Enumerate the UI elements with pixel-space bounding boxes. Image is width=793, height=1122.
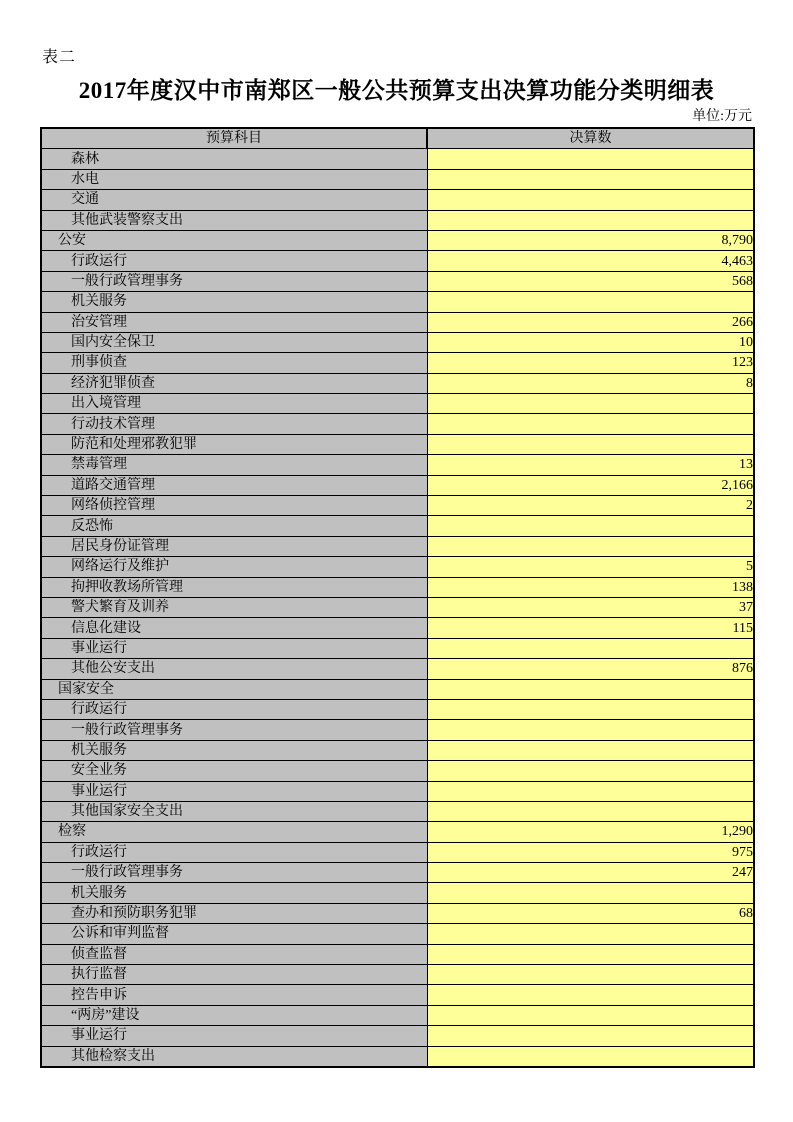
table-row — [41, 210, 754, 230]
subject-cell: 安全业务 — [41, 761, 427, 781]
subject-cell: 查办和预防职务犯罪 — [41, 903, 427, 923]
subject-cell: 行动技术管理 — [41, 414, 427, 434]
amount-cell — [427, 924, 754, 944]
table-row — [41, 230, 754, 250]
table-row — [41, 271, 754, 291]
amount-cell — [427, 699, 754, 719]
table-row — [41, 638, 754, 658]
subject-cell: 其他公安支出 — [41, 659, 427, 679]
column-header-subject: 预算科目 — [41, 128, 427, 149]
subject-cell: 经济犯罪侦查 — [41, 373, 427, 393]
subject-cell: 行政运行 — [41, 251, 427, 271]
table-row — [41, 1046, 754, 1067]
table-row — [41, 720, 754, 740]
subject-cell: 网络侦控管理 — [41, 496, 427, 516]
subject-cell: 一般行政管理事务 — [41, 271, 427, 291]
table-row — [41, 597, 754, 617]
amount-cell: 5 — [427, 557, 754, 577]
table-row — [41, 699, 754, 719]
amount-cell — [427, 434, 754, 454]
table-row — [41, 169, 754, 189]
amount-cell: 37 — [427, 597, 754, 617]
table-row — [41, 801, 754, 821]
subject-cell: 信息化建设 — [41, 618, 427, 638]
table-row — [41, 679, 754, 699]
header-row — [41, 128, 754, 149]
subject-cell: 机关服务 — [41, 292, 427, 312]
subject-cell: 防范和处理邪教犯罪 — [41, 434, 427, 454]
amount-cell: 266 — [427, 312, 754, 332]
subject-cell: 拘押收教场所管理 — [41, 577, 427, 597]
table-row — [41, 475, 754, 495]
table-row — [41, 292, 754, 312]
subject-cell: 警犬繁育及训养 — [41, 597, 427, 617]
table-row — [41, 557, 754, 577]
subject-cell: 刑事侦查 — [41, 353, 427, 373]
subject-cell: 机关服务 — [41, 740, 427, 760]
subject-cell: 居民身份证管理 — [41, 536, 427, 556]
amount-cell — [427, 414, 754, 434]
amount-cell: 2,166 — [427, 475, 754, 495]
amount-cell — [427, 638, 754, 658]
table-row — [41, 394, 754, 414]
table-row — [41, 761, 754, 781]
subject-cell: 其他武装警察支出 — [41, 210, 427, 230]
amount-cell: 4,463 — [427, 251, 754, 271]
table-row — [41, 903, 754, 923]
table-row — [41, 414, 754, 434]
amount-cell — [427, 169, 754, 189]
table-row — [41, 740, 754, 760]
subject-cell: 事业运行 — [41, 1026, 427, 1046]
amount-cell — [427, 394, 754, 414]
subject-cell: 水电 — [41, 169, 427, 189]
table-row — [41, 149, 754, 169]
table-row — [41, 455, 754, 475]
amount-cell — [427, 210, 754, 230]
amount-cell — [427, 761, 754, 781]
amount-cell: 568 — [427, 271, 754, 291]
subject-cell: 国内安全保卫 — [41, 332, 427, 352]
amount-cell — [427, 190, 754, 210]
table-row — [41, 373, 754, 393]
subject-cell: 其他检察支出 — [41, 1046, 427, 1067]
subject-cell: 一般行政管理事务 — [41, 720, 427, 740]
amount-cell — [427, 883, 754, 903]
column-header-amount: 决算数 — [427, 128, 754, 149]
table-row — [41, 618, 754, 638]
subject-cell: 机关服务 — [41, 883, 427, 903]
amount-cell — [427, 801, 754, 821]
budget-table — [40, 127, 755, 1068]
table-row — [41, 516, 754, 536]
subject-cell: 事业运行 — [41, 781, 427, 801]
page-title: 2017年度汉中市南郑区一般公共预算支出决算功能分类明细表 — [78, 78, 715, 103]
amount-cell: 115 — [427, 618, 754, 638]
subject-cell: 行政运行 — [41, 699, 427, 719]
table-row — [41, 536, 754, 556]
amount-cell: 138 — [427, 577, 754, 597]
amount-cell: 8,790 — [427, 230, 754, 250]
amount-cell: 2 — [427, 496, 754, 516]
amount-cell — [427, 1026, 754, 1046]
table-row — [41, 496, 754, 516]
table-row — [41, 332, 754, 352]
amount-cell — [427, 720, 754, 740]
amount-cell — [427, 516, 754, 536]
subject-cell: 出入境管理 — [41, 394, 427, 414]
subject-cell: 公诉和审判监督 — [41, 924, 427, 944]
table-row — [41, 190, 754, 210]
subject-cell: 反恐怖 — [41, 516, 427, 536]
amount-cell: 123 — [427, 353, 754, 373]
amount-cell — [427, 536, 754, 556]
amount-cell — [427, 985, 754, 1005]
subject-cell: 其他国家安全支出 — [41, 801, 427, 821]
table-row — [41, 1005, 754, 1025]
table-row — [41, 842, 754, 862]
subject-cell: 公安 — [41, 230, 427, 250]
amount-cell — [427, 1046, 754, 1067]
subject-cell: 一般行政管理事务 — [41, 863, 427, 883]
subject-cell: 行政运行 — [41, 842, 427, 862]
table-row — [41, 312, 754, 332]
table-row — [41, 924, 754, 944]
amount-cell — [427, 781, 754, 801]
amount-cell: 68 — [427, 903, 754, 923]
table-row — [41, 251, 754, 271]
subject-cell: “两房”建设 — [41, 1005, 427, 1025]
amount-cell — [427, 292, 754, 312]
subject-cell: 检察 — [41, 822, 427, 842]
table-row — [41, 781, 754, 801]
amount-cell: 247 — [427, 863, 754, 883]
unit-note: 单位:万元 — [692, 109, 752, 124]
subject-cell: 国家安全 — [41, 679, 427, 699]
table-row — [41, 822, 754, 842]
subject-cell: 道路交通管理 — [41, 475, 427, 495]
amount-cell: 10 — [427, 332, 754, 352]
amount-cell — [427, 944, 754, 964]
table-row — [41, 353, 754, 373]
subject-cell: 侦查监督 — [41, 944, 427, 964]
subject-cell: 禁毒管理 — [41, 455, 427, 475]
subject-cell: 森林 — [41, 149, 427, 169]
amount-cell — [427, 965, 754, 985]
amount-cell — [427, 149, 754, 169]
amount-cell — [427, 679, 754, 699]
amount-cell: 13 — [427, 455, 754, 475]
table-body — [41, 149, 754, 1067]
table-row — [41, 1026, 754, 1046]
subject-cell: 治安管理 — [41, 312, 427, 332]
table-row — [41, 985, 754, 1005]
subject-cell: 控告申诉 — [41, 985, 427, 1005]
table-number-label: 表二 — [42, 49, 77, 66]
table-row — [41, 863, 754, 883]
subject-cell: 交通 — [41, 190, 427, 210]
subject-cell: 执行监督 — [41, 965, 427, 985]
amount-cell — [427, 740, 754, 760]
table-row — [41, 577, 754, 597]
amount-cell: 8 — [427, 373, 754, 393]
subject-cell: 网络运行及维护 — [41, 557, 427, 577]
table-row — [41, 944, 754, 964]
amount-cell: 876 — [427, 659, 754, 679]
table-row — [41, 883, 754, 903]
table-row — [41, 659, 754, 679]
subject-cell: 事业运行 — [41, 638, 427, 658]
table-row — [41, 434, 754, 454]
table-row — [41, 965, 754, 985]
amount-cell: 1,290 — [427, 822, 754, 842]
amount-cell — [427, 1005, 754, 1025]
amount-cell: 975 — [427, 842, 754, 862]
